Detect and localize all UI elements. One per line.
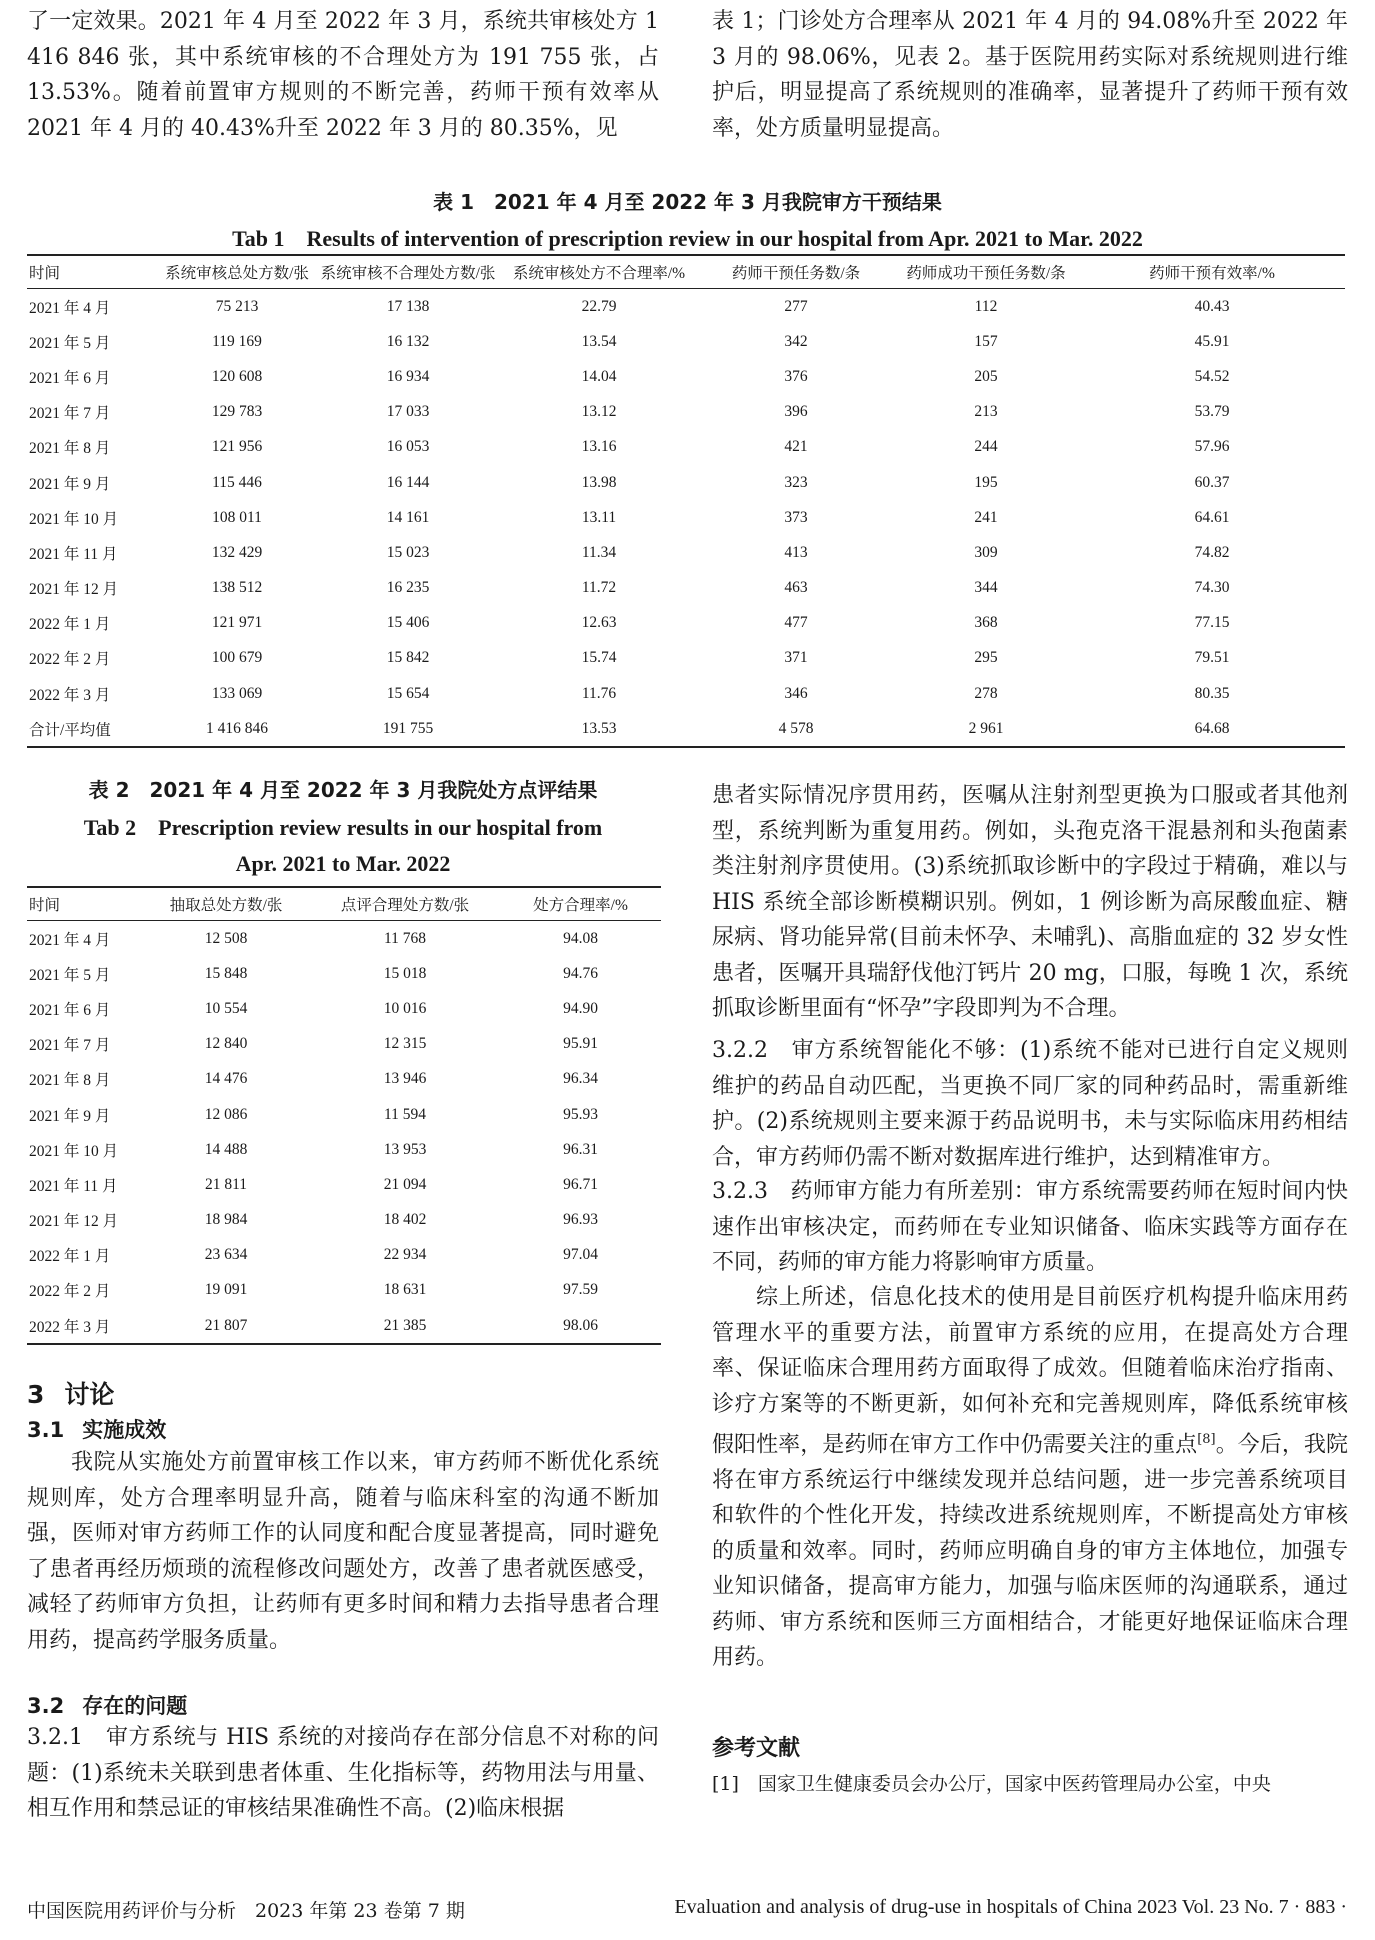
table1-cell: 54.52: [1194, 367, 1230, 385]
table1-cell: 77.15: [1194, 614, 1230, 632]
table2-title-cn: 表 2 2021 年 4 月至 2022 年 3 月我院处方点评结果: [88, 778, 598, 802]
table1-cell: 323: [784, 473, 808, 491]
table2-cell: 12 508: [204, 929, 248, 947]
table1-cell: 2021 年 8 月: [29, 440, 111, 458]
section-3-1-title: 实施成效: [82, 1418, 167, 1442]
table2-cell: 13 946: [383, 1070, 427, 1088]
right-continued-paragraph: 患者实际情况序贯用药，医嘱从注射剂型更换为口服或者其他剂型，系统判断为重复用药。例如，头孢克洛干混悬剂和头孢菌素类注射剂序贯使用。(3)系统抓取诊断中的字段过于精确，难以与 HIS 系统全部诊断模糊识别。例如，1 例诊断为高尿酸血症、糖尿病、肾功能异常(目前未怀孕、未哺乳)、高脂血症的 32 岁女性患者，医嘱开具瑞舒伐他汀钙片 20 mg，口服，每晚 1 次，系统抓取诊断里面有“怀孕”字段即判为不合理。: [712, 783, 1348, 1021]
conclusion-text-2: 。今后，我院将在审方系统运行中继续发现并总结问题，进一步完善系统项目和软件的个性化开发，持续改进系统规则库，不断提高处方审核的质量和效率。同时，药师应明确自身的审方主体地位，加强专业知识储备，提高审方能力，加强与临床医师的沟通联系，通过药师、审方系统和医师三方面相结合，才能更好地保证临床合理用药。: [712, 1432, 1348, 1671]
table1-cell: 74.82: [1194, 543, 1230, 561]
table1-cell: 138 512: [211, 579, 263, 597]
table1-cell: 14.04: [581, 367, 617, 385]
table1-cell: 373: [784, 508, 808, 526]
table2-cell: 18 402: [383, 1211, 427, 1229]
table2-cell: 2021 年 7 月: [29, 1037, 111, 1055]
table1-cell: 16 132: [386, 332, 430, 350]
table2-cell: 2022 年 3 月: [27, 1308, 142, 1344]
table1-cell: 80.35: [1194, 684, 1230, 702]
table1-cell: 4 578: [699, 711, 893, 747]
table2-header-cell: 时间: [27, 887, 142, 921]
table2-cell: 94.08: [563, 929, 598, 947]
table2-cell: 21 807: [142, 1308, 310, 1344]
table2-cell: 14 488: [204, 1140, 248, 1158]
table1-title-cn: 表 1 2021 年 4 月至 2022 年 3 月我院审方干预结果: [433, 190, 942, 214]
table1-cell: 115 446: [212, 473, 262, 491]
table2-row: [27, 1308, 661, 1344]
table1-cell: 244: [974, 438, 998, 456]
table1-cell: 112: [974, 297, 998, 315]
references-list: [712, 1769, 1348, 1799]
table1-row: [27, 641, 1345, 676]
table2-cell: 23 634: [204, 1246, 248, 1264]
table1-cell: 13.11: [581, 508, 617, 526]
table2-cell: 2021 年 8 月: [29, 1072, 111, 1090]
table1-cell: 60.37: [1194, 473, 1230, 491]
table1-cell: 57.96: [1194, 438, 1230, 456]
table1-cell: 132 429: [211, 543, 263, 561]
table2-cell: 2021 年 11 月: [29, 1177, 118, 1195]
table1-cell: 17 138: [386, 297, 430, 315]
table1-cell: 2022 年 1 月: [29, 616, 111, 634]
table1-cell: 129 783: [211, 403, 263, 421]
table1-row: [27, 289, 1345, 325]
table1-header-cell: 系统审核总处方数/张: [157, 255, 317, 289]
table1-cell: 45.91: [1194, 332, 1230, 350]
table1-header-row: [27, 255, 1345, 289]
table2-cell: 12 840: [204, 1035, 248, 1053]
section-3-2-2-paragraph: 3.2.2 审方系统智能化不够：(1)系统不能对已进行自定义规则维护的药品自动匹配，当更换不同厂家的同种药品时，需重新维护。(2)系统规则主要来源于药品说明书，未与实际临床用药相结合，审方药师仍需不断对数据库进行维护，达到精准审方。: [712, 1038, 1348, 1170]
table2-cell: 10 554: [204, 999, 248, 1017]
table1-cell: 13.12: [581, 403, 617, 421]
table2-row: [27, 1203, 661, 1238]
table1-cell: 15 406: [386, 614, 430, 632]
table1-cell: 342: [784, 332, 808, 350]
table1-cell: 15.74: [581, 649, 617, 667]
table1-cell: 2021 年 9 月: [29, 475, 111, 493]
table2-cell: 97.59: [563, 1281, 598, 1299]
table1-cell: 13.98: [581, 473, 617, 491]
table2-row: [27, 921, 661, 957]
section-3-2-3-paragraph: 3.2.3 药师审方能力有所差别：审方系统需要药师在短时间内快速作出审核决定，而药师在专业知识储备、临床实践等方面存在不同，药师的审方能力将影响审方质量。: [712, 1179, 1348, 1275]
table1-header-cell: 系统审核不合理处方数/张: [317, 255, 499, 289]
table1-cell: 100 679: [211, 649, 263, 667]
table2-title-en-line2: Apr. 2021 to Mar. 2022: [235, 851, 451, 876]
table2-cell: 18 631: [383, 1281, 427, 1299]
table2-cell: 2021 年 9 月: [29, 1107, 111, 1125]
table1-title-en: Tab 1 Results of intervention of prescription review in our hospital from Apr. 2021 to Mar. 2022: [232, 226, 1143, 251]
table2-row: [27, 991, 661, 1026]
table2-row: [27, 1062, 661, 1097]
table1-cell: 2 961: [893, 711, 1079, 747]
table1-cell: 295: [974, 649, 998, 667]
table2-cell: 14 476: [204, 1070, 248, 1088]
table1-cell: 396: [784, 403, 808, 421]
table1-cell: 309: [974, 543, 998, 561]
reference-item: [1] 国家卫生健康委员会办公厅，国家中医药管理局办公室，中央: [712, 1773, 1271, 1795]
section-3-1-paragraph: 我院从实施处方前置审核工作以来，审方药师不断优化系统规则库，处方合理率明显升高，随着与临床科室的沟通不断加强，医师对审方药师工作的认同度和配合度显著提高，同时避免了患者再经历烦琐的流程修改问题处方，改善了患者就医感受，减轻了药师审方负担，让药师有更多时间和精力去指导患者合理用药，提高药学服务质量。: [27, 1450, 659, 1653]
section-3-2-1-paragraph: 3.2.1 审方系统与 HIS 系统的对接尚存在部分信息不对称的问题：(1)系统未关联到患者体重、生化指标等，药物用法与用量、相互作用和禁忌证的审核结果准确性不高。(2)临床根据: [27, 1725, 659, 1821]
section-3-2-number: 3.2: [27, 1694, 65, 1718]
table1-cell: 15 654: [386, 684, 430, 702]
table1-header-cell: 时间: [27, 255, 157, 289]
table1-cell: 53.79: [1194, 403, 1230, 421]
table2-title-en-line1: Tab 2 Prescription review results in our hospital from: [83, 815, 603, 840]
table1-cell: 121 971: [211, 614, 263, 632]
table1-cell: 368: [974, 614, 998, 632]
table1-cell: 75 213: [215, 297, 259, 315]
table1-cell: 371: [784, 649, 808, 667]
table1-cell: 79.51: [1194, 649, 1230, 667]
section-3-1-heading: [27, 1414, 166, 1444]
table1-cell: 14 161: [386, 508, 430, 526]
table1-cell: 2021 年 11 月: [29, 545, 118, 563]
table2-cell: 15 848: [204, 964, 248, 982]
table1-cell: 15 023: [386, 543, 430, 561]
table2-cell: 21 385: [310, 1308, 500, 1344]
table1-cell: 64.68: [1079, 711, 1345, 747]
table1: [27, 254, 1345, 748]
table1-cell: 74.30: [1194, 579, 1230, 597]
table1-row: [27, 324, 1345, 359]
table1-cell: 17 033: [386, 403, 430, 421]
table2: [27, 886, 661, 1345]
table1-row: [27, 500, 1345, 535]
table2-row: [27, 1132, 661, 1167]
table1-cell: 1 416 846: [157, 711, 317, 747]
table1-cell: 16 235: [386, 579, 430, 597]
table2-cell: 2021 年 4 月: [29, 931, 111, 949]
table1-cell: 205: [974, 367, 998, 385]
table2-row: [27, 1273, 661, 1308]
table1-row: [27, 465, 1345, 500]
conclusion-paragraph: [712, 1280, 1348, 1676]
table2-cell: 2022 年 1 月: [29, 1248, 111, 1266]
table1-cell: 2021 年 6 月: [29, 369, 111, 387]
section-3-2-title: 存在的问题: [82, 1694, 188, 1718]
table1-cell: 11.76: [581, 684, 617, 702]
table2-cell: 2021 年 10 月: [29, 1142, 119, 1160]
table1-row: [27, 535, 1345, 570]
table2-row: [27, 1027, 661, 1062]
table2-cell: 2021 年 12 月: [29, 1213, 119, 1231]
table2-cell: 94.76: [563, 964, 598, 982]
table1-cell: 64.61: [1194, 508, 1230, 526]
table1-cell: 344: [974, 579, 998, 597]
table2-cell: 19 091: [204, 1281, 248, 1299]
table1-cell: 13.53: [499, 711, 699, 747]
table2-cell: 96.93: [563, 1211, 598, 1229]
table2-row: [27, 1238, 661, 1273]
table1-row: [27, 359, 1345, 394]
table1-cell: 463: [784, 579, 808, 597]
table1-cell: 13.54: [581, 332, 617, 350]
table1-cell: 2021 年 4 月: [29, 299, 111, 317]
table1-header-cell: 药师成功干预任务数/条: [893, 255, 1079, 289]
table1-cell: 121 956: [211, 438, 263, 456]
table2-cell: 96.34: [563, 1070, 598, 1088]
table2-cell: 12 315: [383, 1035, 427, 1053]
table1-cell: 2022 年 2 月: [29, 651, 111, 669]
table2-cell: 13 953: [383, 1140, 427, 1158]
table2-cell: 94.90: [563, 999, 598, 1017]
table1-cell: 合计/平均值: [27, 711, 157, 747]
table1-row: [27, 711, 1345, 747]
table1-cell: 12.63: [581, 614, 617, 632]
table1-header-cell: 系统审核处方不合理率/%: [499, 255, 699, 289]
table2-cell: 2021 年 6 月: [29, 1001, 111, 1019]
table2-cell: 11 768: [383, 929, 427, 947]
table1-cell: 119 169: [212, 332, 262, 350]
table1-cell: 2021 年 5 月: [29, 334, 111, 352]
table1-row: [27, 606, 1345, 641]
section-3-2-heading: [27, 1690, 187, 1720]
table1-cell: 11.72: [581, 579, 617, 597]
table2-cell: 96.31: [563, 1140, 598, 1158]
table1-cell: 16 144: [386, 473, 430, 491]
table1-cell: 413: [784, 543, 808, 561]
table2-cell: 97.04: [563, 1246, 598, 1264]
table1-cell: 2021 年 12 月: [29, 581, 119, 599]
table1-cell: 22.79: [581, 297, 617, 315]
table2-cell: 95.93: [563, 1105, 598, 1123]
table2-row: [27, 956, 661, 991]
references-heading: 参考文献: [712, 1736, 801, 1761]
section-3-1-number: 3.1: [27, 1418, 65, 1442]
table1-header-cell: 药师干预有效率/%: [1079, 255, 1345, 289]
table1-row: [27, 430, 1345, 465]
table1-cell: 133 069: [211, 684, 263, 702]
table2-cell: 98.06: [500, 1308, 661, 1344]
table2-header-cell: 抽取总处方数/张: [142, 887, 310, 921]
table1-cell: 11.34: [581, 543, 617, 561]
conclusion-text: 综上所述，信息化技术的使用是目前医疗机构提升临床用药管理水平的重要方法，前置审方系统的应用，在提高处方合理率、保证临床合理用药方面取得了成效。但随着临床治疗指南、诊疗方案等的不断更新，如何补充和完善规则库，降低系统审核假阳性率，是药师在审方工作中仍需要关注的重点: [712, 1285, 1348, 1458]
table1-cell: 15 842: [386, 649, 430, 667]
table2-cell: 96.71: [563, 1175, 598, 1193]
table1-cell: 213: [974, 403, 998, 421]
table1-cell: 477: [784, 614, 808, 632]
footer-journal-en: Evaluation and analysis of drug-use in hospitals of China 2023 Vol. 23 No. 7 · 883 ·: [674, 1896, 1347, 1918]
section-3-title: 讨论: [64, 1380, 115, 1409]
table1-cell: 13.16: [581, 438, 617, 456]
table2-row: [27, 1167, 661, 1202]
table2-header-cell: 处方合理率/%: [500, 887, 661, 921]
table1-cell: 376: [784, 367, 808, 385]
table2-cell: 15 018: [383, 964, 427, 982]
table2-cell: 21 811: [204, 1175, 248, 1193]
table1-cell: 346: [784, 684, 808, 702]
table1-cell: 2021 年 7 月: [29, 405, 111, 423]
table1-row: [27, 571, 1345, 606]
table1-header-cell: 药师干预任务数/条: [699, 255, 893, 289]
table1-row: [27, 395, 1345, 430]
table2-row: [27, 1097, 661, 1132]
table1-cell: 195: [974, 473, 998, 491]
table2-cell: 21 094: [383, 1175, 427, 1193]
table1-row: [27, 676, 1345, 711]
table2-cell: 2022 年 2 月: [29, 1283, 111, 1301]
table1-cell: 2021 年 10 月: [29, 510, 119, 528]
table2-cell: 2021 年 5 月: [29, 966, 111, 984]
table2-cell: 18 984: [204, 1211, 248, 1229]
table1-cell: 40.43: [1194, 297, 1230, 315]
table2-cell: 12 086: [204, 1105, 248, 1123]
body-paragraph-left-top: 了一定效果。2021 年 4 月至 2022 年 3 月，系统共审核处方 1 416 846 张，其中系统审核的不合理处方为 191 755 张，占 13.53%。随着前置审方规则的不断完善，药师干预有效率从 2021 年 4 月的 40.43%升至 2022 年 3 月的 80.35%，见: [27, 9, 659, 141]
table1-cell: 241: [974, 508, 998, 526]
footer-journal-cn: 中国医院用药评价与分析 2023 年第 23 卷第 7 期: [27, 1900, 465, 1922]
table1-cell: 157: [974, 332, 998, 350]
table2-cell: 95.91: [563, 1035, 598, 1053]
table1-cell: 191 755: [317, 711, 499, 747]
table1-cell: 278: [974, 684, 998, 702]
table2-header-row: [27, 887, 661, 921]
table1-cell: 2022 年 3 月: [29, 686, 111, 704]
table1-cell: 16 053: [386, 438, 430, 456]
table2-cell: 22 934: [383, 1246, 427, 1264]
body-paragraph-right-top: 表 1；门诊处方合理率从 2021 年 4 月的 94.08%升至 2022 年 3 月的 98.06%，见表 2。基于医院用药实际对系统规则进行维护后，明显提高了系统规则的准确率，显著提升了药师干预有效率，处方质量明显提高。: [712, 9, 1348, 141]
section-3-heading: [27, 1375, 114, 1411]
table1-cell: 16 934: [386, 367, 430, 385]
table2-header-cell: 点评合理处方数/张: [310, 887, 500, 921]
table1-cell: 421: [784, 438, 808, 456]
table2-cell: 10 016: [383, 999, 427, 1017]
table1-cell: 108 011: [212, 508, 262, 526]
table1-cell: 120 608: [211, 367, 263, 385]
section-3-number: 3: [27, 1380, 45, 1409]
table2-cell: 11 594: [383, 1105, 427, 1123]
table1-cell: 277: [784, 297, 808, 315]
citation-8: [8]: [1197, 1432, 1216, 1447]
